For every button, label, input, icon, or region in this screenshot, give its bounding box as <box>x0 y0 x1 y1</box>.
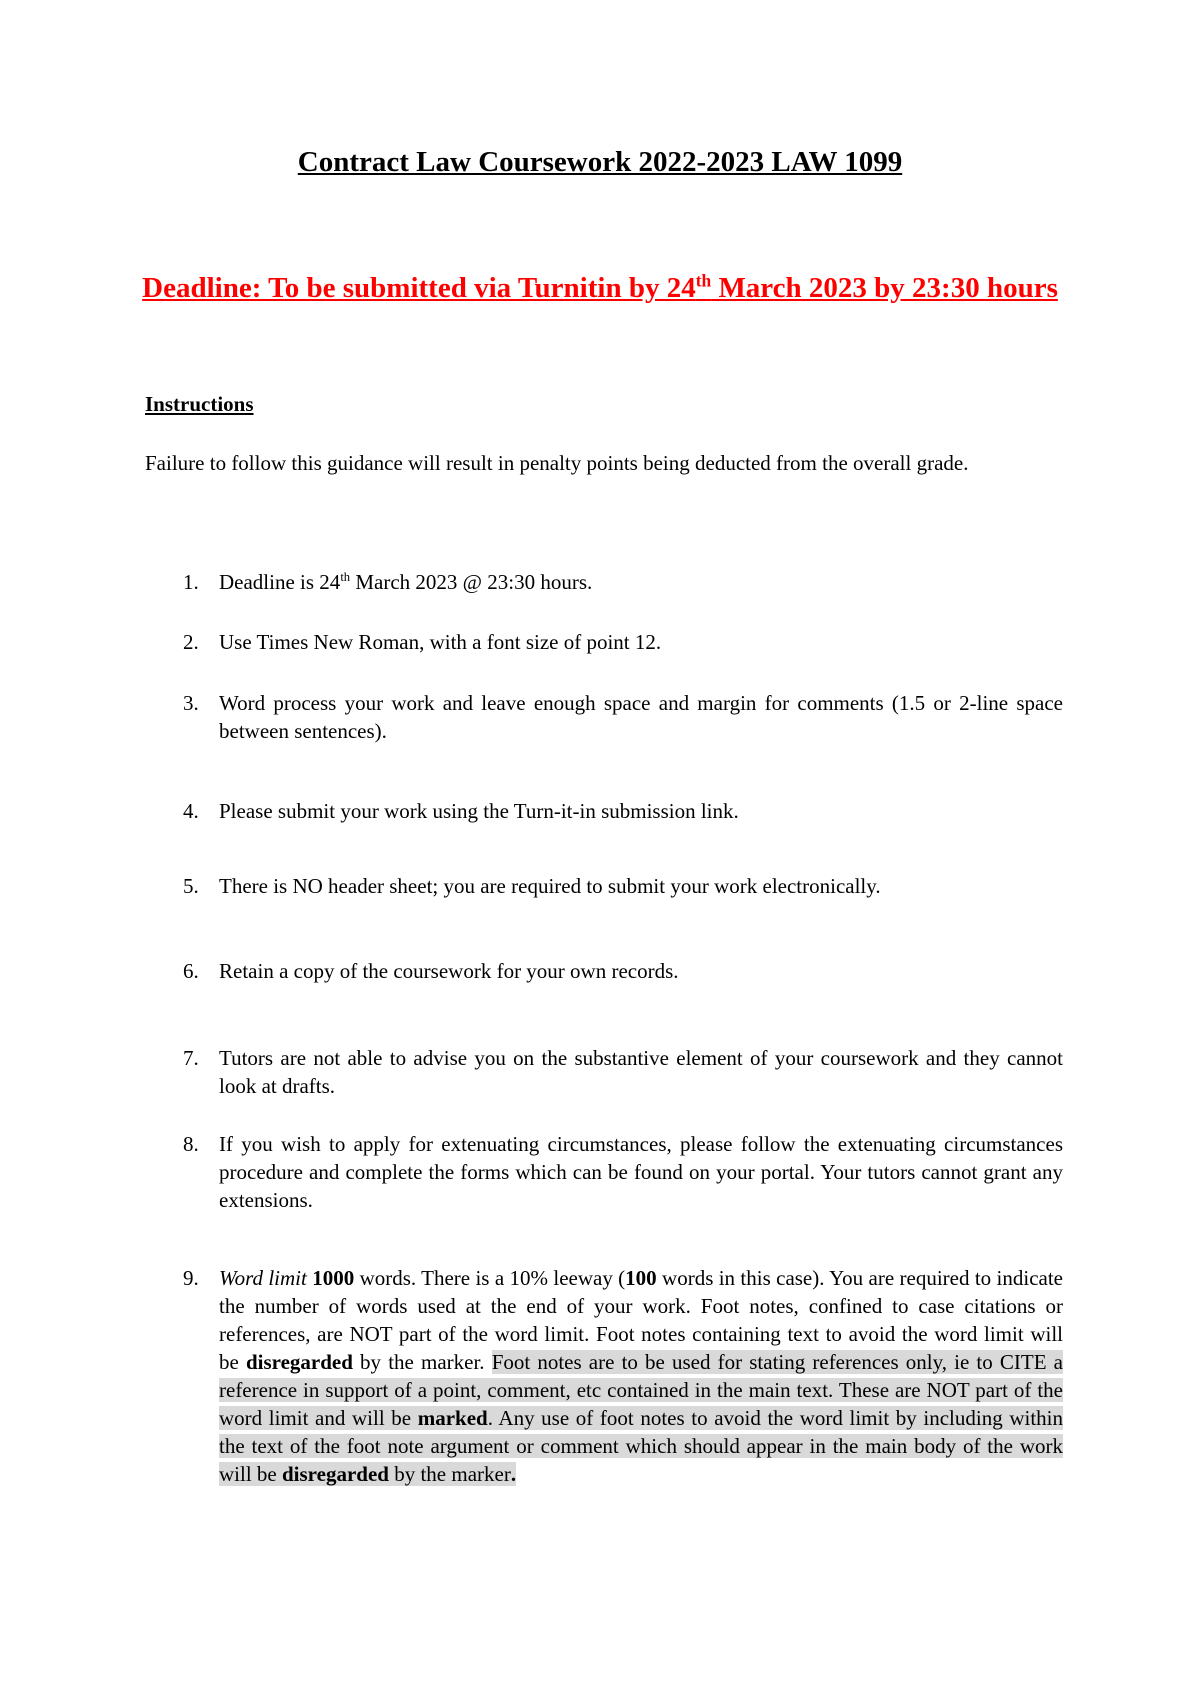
list-item-text: Word process your work and leave enough space and margin for comments (1.5 or 2-line space between sentences). <box>219 691 1063 743</box>
deadline-superscript: th <box>695 270 712 291</box>
word-limit-label: Word limit <box>219 1266 307 1290</box>
page-title: Contract Law Coursework 2022-2023 LAW 1099 <box>297 146 903 178</box>
item-text-part: words in this case). You are required to indicate the number of words used at the end of your work. Foot notes, confined to case citations or references, are NOT part of the word limit. Foot notes containing text to avoid the word limit will be <box>219 1266 1063 1374</box>
list-item-text <box>219 1264 1063 1488</box>
highlighted-text: by the marker <box>388 1462 511 1486</box>
list-item-number: 7. <box>183 1046 199 1070</box>
list-item-text: Tutors are not able to advise you on the substantive element of your coursework and they cannot look at drafts. <box>219 1046 1063 1098</box>
item-superscript: th <box>340 570 351 584</box>
list-item-text: Please submit your work using the Turn-it-in submission link. <box>219 799 739 823</box>
deadline-text-start: Deadline: To be submitted via Turnitin by 24 <box>142 272 696 304</box>
list-item-number: 5. <box>183 874 199 898</box>
intro-paragraph: Failure to follow this guidance will result in penalty points being deducted from the overall grade. <box>145 451 969 475</box>
item-text-part: by the marker. <box>352 1350 492 1374</box>
list-item-number: 3. <box>183 691 199 715</box>
instructions-heading: Instructions <box>145 392 254 416</box>
emphasis-text: disregarded <box>282 1462 389 1486</box>
list-item-text: There is NO header sheet; you are required to submit your work electronically. <box>219 874 881 898</box>
emphasis-text: marked <box>417 1406 488 1430</box>
list-item-number: 9. <box>183 1266 199 1290</box>
list-item-number: 2. <box>183 630 199 654</box>
list-item-text: Retain a copy of the coursework for your own records. <box>219 959 679 983</box>
highlighted-text: Foot notes are to be used for stating references only, ie to CITE a reference in support of a point, comment, etc contained in the main text. These are NOT part of the word limit and will be <box>219 1350 1063 1430</box>
list-item-number: 1. <box>183 570 199 594</box>
list-item-text <box>219 568 1063 596</box>
emphasis-text: disregarded <box>245 1350 353 1374</box>
word-limit-value: 1000 <box>312 1266 355 1290</box>
leeway-value: 100 <box>625 1266 657 1290</box>
item-text-start: Deadline is 24 <box>219 570 341 594</box>
list-item-text: If you wish to apply for extenuating circumstances, please follow the extenuating circumstances procedure and complete the forms which can be found on your portal. Your tutors cannot grant any extensions. <box>219 1132 1063 1212</box>
emphasis-text: . <box>510 1462 517 1486</box>
list-item-text: Use Times New Roman, with a font size of point 12. <box>219 630 662 654</box>
highlighted-text: . Any use of foot notes to avoid the word limit by including within the text of the foot note argument or comment which should appear in the main body of the work will be <box>219 1406 1063 1486</box>
item-text-part: words. There is a 10% leeway ( <box>354 1266 626 1290</box>
deadline-notice <box>140 266 1060 310</box>
list-item-number: 4. <box>183 799 199 823</box>
list-item-number: 6. <box>183 959 199 983</box>
list-item-number: 8. <box>183 1132 199 1156</box>
item-text-end: March 2023 @ 23:30 hours. <box>350 570 593 594</box>
deadline-text-end: March 2023 by 23:30 hours <box>711 272 1058 304</box>
